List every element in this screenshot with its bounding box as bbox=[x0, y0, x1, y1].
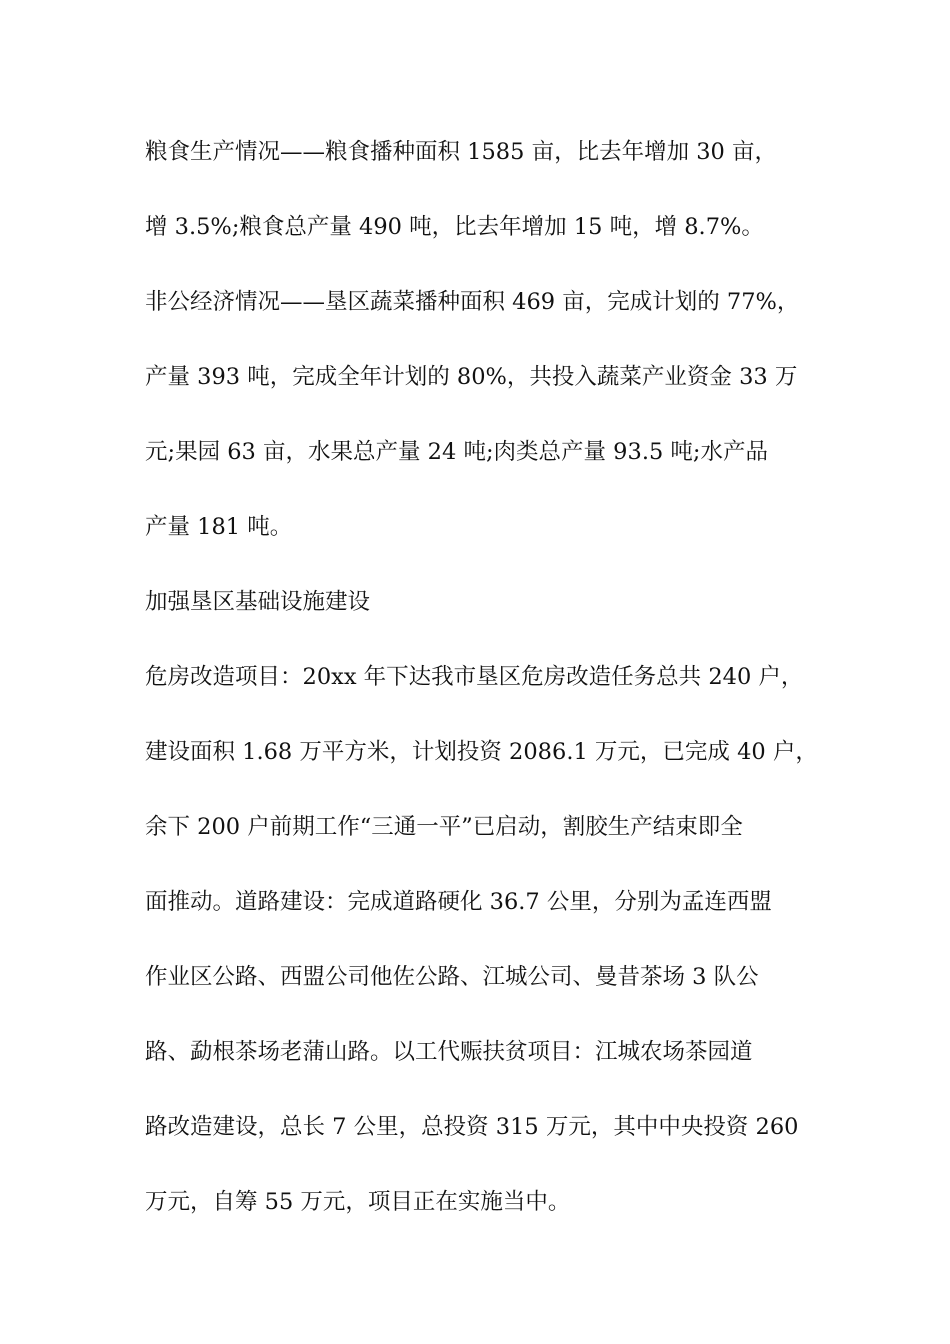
text-line-roads-2: 作业区公路、西盟公司他佐公路、江城公司、曼昔茶场 3 队公 bbox=[145, 964, 759, 990]
text-line-grain-1: 粮食生产情况——粮食播种面积 1585 亩，比去年增加 30 亩， bbox=[145, 139, 778, 165]
text-line-nonpublic-4: 产量 181 吨。 bbox=[145, 514, 293, 540]
text-line-housing-3: 余下 200 户前期工作“三通一平”已启动，割胶生产结束即全 bbox=[145, 814, 743, 840]
text-line-roads-4: 路改造建设，总长 7 公里，总投资 315 万元，其中中央投资 260 bbox=[145, 1114, 799, 1140]
text-line-grain-2: 增 3.5%;粮食总产量 490 吨，比去年增加 15 吨，增 8.7%。 bbox=[145, 214, 764, 240]
text-line-nonpublic-3: 元;果园 63 亩，水果总产量 24 吨;肉类总产量 93.5 吨;水产品 bbox=[145, 439, 769, 465]
text-line-roads-1: 面推动。道路建设：完成道路硬化 36.7 公里，分别为孟连西盟 bbox=[145, 889, 772, 915]
text-line-roads-3: 路、勐根茶场老蒲山路。以工代赈扶贫项目：江城农场茶园道 bbox=[145, 1039, 753, 1065]
text-line-housing-2: 建设面积 1.68 万平方米，计划投资 2086.1 万元，已完成 40 户， bbox=[145, 739, 818, 765]
text-line-nonpublic-2: 产量 393 吨，完成全年计划的 80%，共投入蔬菜产业资金 33 万 bbox=[145, 364, 798, 390]
section-heading: 加强垦区基础设施建设 bbox=[145, 589, 371, 615]
text-line-housing-1: 危房改造项目：20xx 年下达我市垦区危房改造任务总共 240 户， bbox=[145, 664, 804, 690]
text-line-roads-5: 万元，自筹 55 万元，项目正在实施当中。 bbox=[145, 1189, 571, 1215]
text-line-nonpublic-1: 非公经济情况——垦区蔬菜播种面积 469 亩，完成计划的 77%， bbox=[145, 289, 800, 315]
